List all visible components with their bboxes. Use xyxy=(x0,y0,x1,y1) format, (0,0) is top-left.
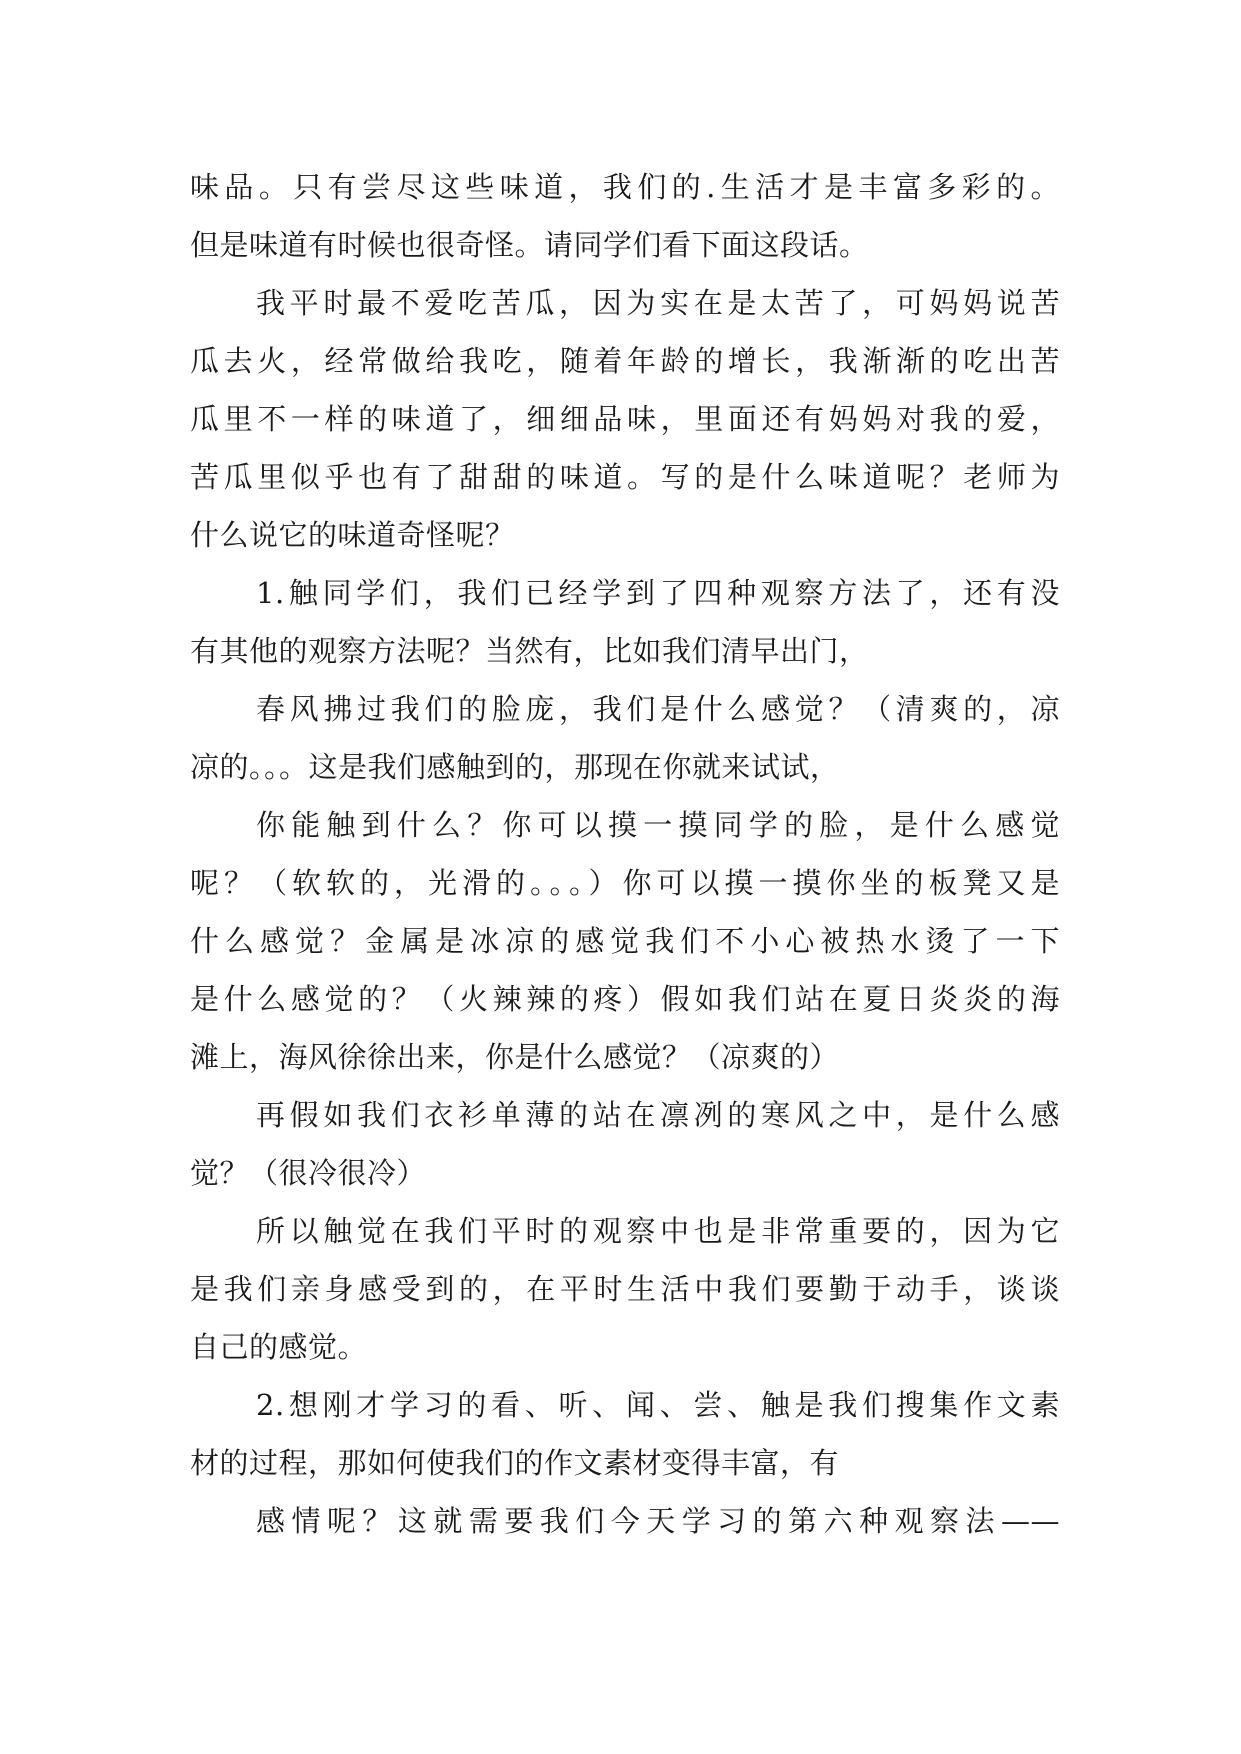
text-line: 再假如我们衣衫单薄的站在凛冽的寒风之中，是什么感 xyxy=(256,1098,1060,1132)
text-line: 2.想刚才学习的看、听、闻、尝、触是我们搜集作文素 xyxy=(256,1388,1060,1422)
text-line: 呢？（软软的，光滑的。。。）你可以摸一摸你坐的板凳又是 xyxy=(190,866,1060,900)
text-line: 瓜去火，经常做给我吃，随着年龄的增长，我渐渐的吃出苦 xyxy=(190,344,1060,378)
text-line: 味品。只有尝尽这些味道，我们的.生活才是丰富多彩的。 xyxy=(190,170,1060,204)
text-line: 什么感觉？金属是冰凉的感觉我们不小心被热水烫了一下 xyxy=(190,924,1060,958)
text-line: 是我们亲身感受到的，在平时生活中我们要勤于动手，谈谈 xyxy=(190,1272,1060,1306)
text-line: 感情呢？这就需要我们今天学习的第六种观察法—— xyxy=(256,1504,1060,1538)
text-line: 觉？（很冷很冷） xyxy=(190,1156,427,1190)
text-line: 瓜里不一样的味道了，细细品味，里面还有妈妈对我的爱， xyxy=(190,402,1060,436)
text-line: 滩上，海风徐徐出来，你是什么感觉？（凉爽的） xyxy=(190,1040,840,1074)
text-line: 有其他的观察方法呢？当然有，比如我们清早出门， xyxy=(190,634,869,668)
text-line: 所以触觉在我们平时的观察中也是非常重要的，因为它 xyxy=(256,1214,1060,1248)
text-line: 1.触同学们，我们已经学到了四种观察方法了，还有没 xyxy=(256,576,1060,610)
text-line: 是什么感觉的？（火辣辣的疼）假如我们站在夏日炎炎的海 xyxy=(190,982,1060,1016)
text-line: 但是味道有时候也很奇怪。请同学们看下面这段话。 xyxy=(190,228,869,262)
text-line: 什么说它的味道奇怪呢？ xyxy=(190,518,515,552)
text-line: 春风拂过我们的脸庞，我们是什么感觉？（清爽的，凉 xyxy=(256,692,1060,726)
text-line: 凉的。。。这是我们感触到的，那现在你就来试试， xyxy=(190,750,840,784)
document-body xyxy=(190,158,1060,1550)
text-line: 你能触到什么？你可以摸一摸同学的脸，是什么感觉 xyxy=(256,808,1060,842)
text-line: 自己的感觉。 xyxy=(190,1330,368,1364)
text-line: 苦瓜里似乎也有了甜甜的味道。写的是什么味道呢？老师为 xyxy=(190,460,1060,494)
text-line: 材的过程，那如何使我们的作文素材变得丰富，有 xyxy=(190,1446,840,1480)
text-line: 我平时最不爱吃苦瓜，因为实在是太苦了，可妈妈说苦 xyxy=(256,286,1060,320)
